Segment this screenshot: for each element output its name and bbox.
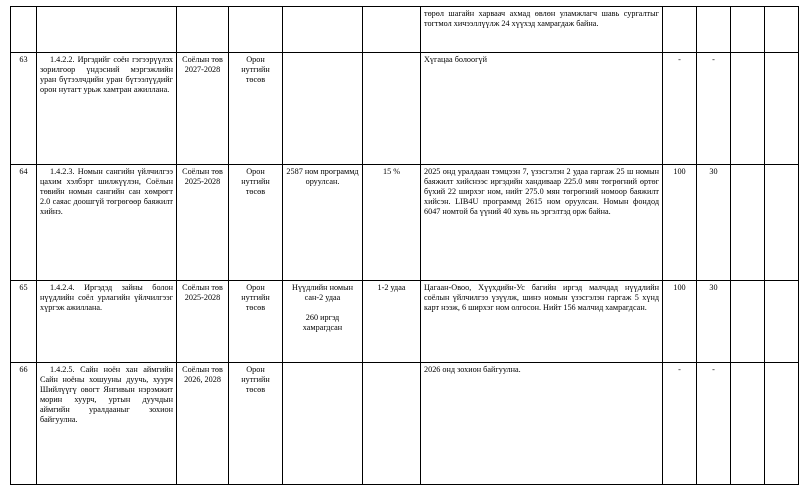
cell-a [663,7,697,53]
cell-indicator [283,7,363,53]
cell-number [11,7,37,53]
cell-a: - [663,363,697,485]
cell-finance: Орон нутгийн төсөв [229,165,283,281]
cell-percent [363,363,421,485]
cell-number: 63 [11,53,37,165]
cell-percent [363,7,421,53]
cell-note: 2026 онд зохион байгуулна. [421,363,663,485]
cell-finance: Орон нутгийн төсөв [229,53,283,165]
cell-a: - [663,53,697,165]
cell-c [731,281,765,363]
cell-action: 1.4.2.4. Иргэдэд зайны болон нүүдлийн соёл урлагийн үйлчилгээг хүргэж ажиллана. [37,281,177,363]
cell-source [177,7,229,53]
cell-b [697,7,731,53]
cell-source: Соёлын төв 2025-2028 [177,281,229,363]
table-row [11,165,799,281]
action-plan-table [10,6,799,485]
cell-indicator [283,363,363,485]
cell-c [731,363,765,485]
cell-indicator: 2587 ном программд оруулсан. [283,165,363,281]
cell-number: 65 [11,281,37,363]
cell-c [731,53,765,165]
table-row [11,281,799,363]
cell-c [731,7,765,53]
cell-b: - [697,53,731,165]
cell-a: 100 [663,281,697,363]
cell-finance: Орон нутгийн төсөв [229,363,283,485]
cell-d [765,165,799,281]
cell-action [37,7,177,53]
table-row [11,363,799,485]
cell-b: 30 [697,281,731,363]
cell-action: 1.4.2.3. Номын сангийн үйлчилгээ цахим хэлбэрт шилжүүлэн, Соёлын төвийн номын сангийн сан хөмрөгт 2.0 саяас доошгүй төгрөгөөр баяжилт хийнэ. [37,165,177,281]
cell-indicator: Нүүдлийн номын сан-2 удаа 260 иргэд хамрагдсан [283,281,363,363]
cell-c [731,165,765,281]
cell-number: 66 [11,363,37,485]
cell-note: Хүгацаа болоогүй [421,53,663,165]
cell-action: 1.4.2.2. Иргэдийг соён гэгээрүүлэх зорилгоор үндэсний мэргэжлийн уран бүтээлчдийн уран бүтээлүүдийг орон нутагт урьж хамтран ажиллана. [37,53,177,165]
cell-note: 2025 онд уралдаан тэмцээн 7, үзэсгэлэн 2 удаа гаргаж 25 ш номын баяжилт хийснээс иргэдийн хандиваар 225.0 мян төгрөгний өртөг бүхий 22 ширхэг ном, нийт 275.0 мян төгрөгний номоор баяжилт хийсэн. LIB4U программд 2615 ном оруулсан. Номын фондод 6047 номтой ба үүний 40 хувь нь эргэлтэд орж байна. [421,165,663,281]
cell-d [765,363,799,485]
cell-source: Соёлын төв 2025-2028 [177,165,229,281]
cell-d [765,53,799,165]
cell-percent: 1-2 удаа [363,281,421,363]
cell-number: 64 [11,165,37,281]
cell-d [765,7,799,53]
cell-finance [229,7,283,53]
cell-action: 1.4.2.5. Сайн ноён хан аймгийн Сайн ноёны хошууны дуучь, хуурч Шийлүүгү овогт Янгивын нэрэмжит морин хуурч, уртын дуучдын аймгийн уралдааныг зохион байгуулна. [37,363,177,485]
table-row [11,7,799,53]
cell-note: төрөл шагайн харваач ахмад өвлөн уламжлагч шавь сургалтыг тогтмол хичээллүүлж 24 хүүхэд хамрагдаж байна. [421,7,663,53]
cell-source: Соёлын төв 2026, 2028 [177,363,229,485]
cell-b: 30 [697,165,731,281]
cell-percent: 15 % [363,165,421,281]
cell-indicator [283,53,363,165]
cell-source: Соёлын төв 2027-2028 [177,53,229,165]
cell-finance: Орон нутгийн төсөв [229,281,283,363]
cell-d [765,281,799,363]
cell-a: 100 [663,165,697,281]
table-row [11,53,799,165]
cell-percent [363,53,421,165]
cell-note: Цагаан-Овоо, Хүүхдийн-Ус багийн иргэд малчдад нүүдлийн соёлын үйлчилгээ үзүүлж, шинэ номын үзэсгэлэн гаргаж 5 хүнд карт нээж, 6 ширхэг ном олгосон. Нийт 156 малчид хамрагдсан. [421,281,663,363]
cell-b: - [697,363,731,485]
